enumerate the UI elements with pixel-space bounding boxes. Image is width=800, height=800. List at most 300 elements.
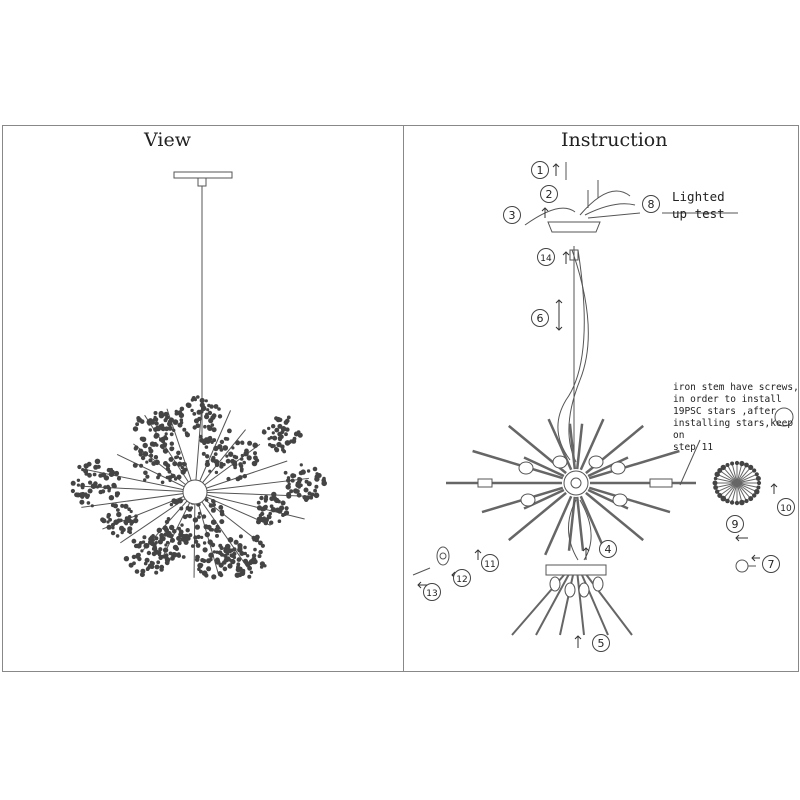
- view-crystal-bead: [109, 471, 115, 477]
- view-crystal-bead: [135, 569, 140, 574]
- view-crystal-bead: [152, 545, 157, 550]
- view-crystal-bead: [151, 534, 155, 538]
- view-crystal-bead: [200, 398, 205, 403]
- view-crystal-bead: [215, 534, 219, 538]
- view-crystal-bead: [154, 571, 158, 575]
- view-crystal-bead: [86, 494, 90, 498]
- arrow-step-2: [542, 208, 548, 218]
- view-crystal-bead: [250, 571, 253, 574]
- instr-star-bead: [744, 499, 748, 503]
- view-crystal-bead: [77, 479, 80, 482]
- view-crystal-bead: [222, 463, 225, 466]
- view-crystal-bead: [252, 443, 258, 449]
- view-crystal-bead: [200, 536, 203, 539]
- view-crystal-bead: [183, 515, 188, 520]
- view-stem: [194, 492, 195, 578]
- view-crystal-bead: [170, 458, 174, 462]
- view-crystal-bead: [322, 477, 326, 481]
- view-crystal-bead: [124, 556, 129, 561]
- view-crystal-bead: [274, 498, 279, 503]
- view-crystal-bead: [282, 450, 286, 454]
- view-crystal-bead: [134, 514, 138, 518]
- view-crystal-bead: [172, 474, 176, 478]
- view-crystal-bead: [135, 422, 139, 426]
- view-crystal-bead: [100, 517, 105, 522]
- view-crystal-bead: [206, 408, 209, 411]
- note-line-3: 19PSC stars ,after: [673, 406, 776, 417]
- view-crystal-bead: [243, 451, 248, 456]
- view-crystal-bead: [204, 414, 209, 419]
- view-crystal-bead: [196, 423, 201, 428]
- view-crystal-bead: [284, 432, 288, 436]
- view-crystal-bead: [172, 461, 177, 466]
- view-crystal-bead: [157, 528, 162, 533]
- view-crystal-bead: [268, 443, 272, 447]
- instr-bulb-socket: [589, 456, 603, 468]
- view-crystal-bead: [158, 539, 163, 544]
- instr-lower-bulb: [579, 583, 589, 597]
- view-crystal-bead: [276, 442, 281, 447]
- instr-bulb-socket: [521, 494, 535, 506]
- view-crystal-bead: [197, 515, 201, 519]
- view-crystal-bead: [149, 454, 153, 458]
- view-crystal-bead: [143, 443, 148, 448]
- view-crystal-bead: [258, 541, 263, 546]
- view-crystal-bead: [154, 421, 158, 425]
- view-crystal-bead: [132, 539, 137, 544]
- view-crystal-bead: [197, 563, 203, 569]
- view-crystal-bead: [269, 521, 273, 525]
- view-crystal-bead: [111, 531, 115, 535]
- view-crystal-bead: [191, 544, 195, 548]
- view-crystal-bead: [142, 535, 146, 539]
- view-crystal-bead: [220, 440, 224, 444]
- step-number: 4: [604, 543, 612, 556]
- view-crystal-bead: [132, 561, 136, 565]
- view-crystal-bead: [272, 436, 277, 441]
- view-crystal-bead: [182, 428, 186, 432]
- instruction-title: Instruction: [561, 129, 668, 151]
- view-crystal-bead: [253, 548, 257, 552]
- view-crystal-bead: [181, 537, 186, 542]
- view-crystal-bead: [145, 461, 148, 464]
- view-crystal-bead: [200, 403, 205, 408]
- view-crystal-bead: [211, 508, 216, 513]
- view-crystal-bead: [240, 457, 244, 461]
- view-crystal-bead: [195, 525, 200, 530]
- view-crystal-bead: [285, 428, 289, 432]
- view-crystal-bead: [270, 436, 273, 439]
- view-crystal-bead: [247, 455, 252, 460]
- view-crystal-bead: [185, 432, 190, 437]
- view-crystal-bead: [88, 481, 92, 485]
- view-crystal-bead: [134, 446, 138, 450]
- view-crystal-bead: [173, 545, 178, 550]
- view-crystal-bead: [148, 539, 154, 545]
- view-crystal-bead: [151, 461, 156, 466]
- instr-star-bead: [721, 465, 726, 470]
- view-crystal-bead: [305, 480, 309, 484]
- view-crystal-bead: [211, 543, 216, 548]
- instr-washer-hole: [440, 553, 446, 559]
- view-crystal-bead: [298, 477, 303, 482]
- view-crystal-bead: [258, 550, 262, 554]
- view-crystal-bead: [116, 508, 120, 512]
- view-crystal-bead: [238, 462, 242, 466]
- view-crystal-bead: [267, 427, 270, 430]
- view-crystal-bead: [140, 572, 145, 577]
- instr-lower-stems: [512, 575, 632, 635]
- view-crystal-bead: [141, 437, 146, 442]
- view-crystal-bead: [178, 423, 183, 428]
- view-crystal-bead: [286, 494, 291, 499]
- view-crystal-bead: [247, 575, 251, 579]
- view-crystal-bead: [170, 503, 173, 506]
- view-crystal-bead: [95, 459, 101, 465]
- view-crystal-bead: [258, 554, 262, 558]
- view-crystal-bead: [243, 546, 247, 550]
- view-crystal-bead: [186, 528, 190, 532]
- view-crystal-bead: [205, 498, 208, 501]
- view-crystal-bead: [226, 459, 231, 464]
- view-crystal-bead: [220, 512, 225, 517]
- instr-hub: [564, 471, 588, 495]
- view-crystal-bead: [165, 437, 169, 441]
- view-crystal-bead: [71, 481, 76, 486]
- view-crystal-bead: [186, 507, 190, 511]
- view-crystal-bead: [211, 499, 215, 503]
- view-crystal-bead: [133, 518, 138, 523]
- view-crystal-bead: [206, 558, 211, 563]
- view-crystal-bead: [133, 463, 138, 468]
- assembly-note: [673, 382, 800, 454]
- view-crystal-bead: [137, 557, 141, 561]
- view-crystal-bead: [292, 474, 296, 478]
- step-number: 11: [484, 560, 496, 570]
- step-number: 5: [597, 637, 605, 650]
- view-crystal-bead: [148, 449, 153, 454]
- view-crystal-bead: [155, 433, 159, 437]
- arrow-step-7: [752, 555, 760, 561]
- view-crystal-bead: [165, 432, 168, 435]
- view-crystal-bead: [121, 528, 126, 533]
- view-crystal-bead: [174, 499, 179, 504]
- note-line-5: step 11: [673, 442, 714, 453]
- view-crystal-bead: [263, 516, 266, 519]
- view-crystal-bead: [143, 478, 146, 481]
- instr-wire-4: [588, 213, 640, 218]
- view-crystal-bead: [136, 553, 141, 558]
- view-crystal-bead: [80, 492, 86, 498]
- view-crystal-bead: [293, 488, 298, 493]
- view-crystal-bead: [170, 538, 175, 543]
- view-crystal-bead: [109, 495, 114, 500]
- view-crystal-bead: [87, 473, 92, 478]
- view-crystal-bead: [147, 551, 151, 555]
- view-crystal-bead: [181, 469, 186, 474]
- view-chandelier-illustration: [71, 172, 327, 580]
- instr-bulb-socket: [553, 456, 567, 468]
- view-crystal-bead: [234, 540, 239, 545]
- lighted-label-line1: Lighted: [672, 189, 725, 204]
- view-crystal-bead: [218, 571, 223, 576]
- view-crystal-bead: [180, 418, 184, 422]
- view-crystal-bead: [227, 429, 232, 434]
- view-crystal-bead: [83, 469, 88, 474]
- view-crystal-bead: [225, 556, 230, 561]
- view-crystal-bead: [208, 553, 214, 559]
- instr-stem-end-right: [650, 479, 672, 487]
- view-crystal-bead: [240, 441, 244, 445]
- view-stem: [195, 492, 310, 496]
- view-crystal-bead: [127, 530, 131, 534]
- view-crystal-bead: [274, 448, 279, 453]
- view-crystal-bead: [228, 537, 234, 543]
- instr-bulb-part: [736, 560, 748, 572]
- instr-stem: [577, 424, 582, 469]
- step-number: 2: [545, 188, 553, 201]
- view-crystal-bead: [307, 469, 310, 472]
- view-crystal-bead: [120, 504, 124, 508]
- instr-stem-end-left: [478, 479, 492, 487]
- view-crystal-bead: [305, 495, 310, 500]
- view-crystal-bead: [195, 555, 200, 560]
- view-crystal-bead: [246, 554, 249, 557]
- view-crystal-bead: [272, 444, 275, 447]
- view-crystal-bead: [315, 474, 320, 479]
- view-crystal-bead: [116, 512, 121, 517]
- view-crystal-bead: [91, 483, 97, 489]
- view-crystal-bead: [298, 433, 303, 438]
- step-number: 8: [647, 198, 655, 211]
- instr-star-bead: [730, 462, 734, 466]
- view-crystal-bead: [253, 451, 257, 455]
- view-crystal-bead: [219, 519, 224, 524]
- step-number: 12: [456, 575, 468, 585]
- view-crystal-bead: [153, 418, 157, 422]
- view-crystal-bead: [215, 463, 220, 468]
- view-crystal-bead: [297, 493, 302, 498]
- view-crystal-bead: [190, 409, 193, 412]
- view-crystal-bead: [87, 462, 92, 467]
- view-crystal-bead: [193, 517, 198, 522]
- view-crystal-bead: [196, 543, 201, 548]
- instr-bulb-socket: [611, 462, 625, 474]
- view-crystal-bead: [278, 519, 282, 523]
- view-crystal-bead: [260, 507, 264, 511]
- view-crystal-bead: [204, 573, 208, 577]
- instr-star-bead: [713, 481, 718, 486]
- view-crystal-bead: [253, 455, 258, 460]
- view-crystal-bead: [209, 404, 213, 408]
- view-canopy: [174, 172, 232, 178]
- step-number: 14: [540, 254, 552, 264]
- view-crystal-bead: [155, 541, 158, 544]
- view-crystal-bead: [166, 467, 170, 471]
- view-crystal-bead: [97, 465, 101, 469]
- instr-wire-3: [585, 204, 635, 215]
- view-crystal-bead: [149, 428, 152, 431]
- view-crystal-bead: [223, 567, 228, 572]
- view-crystal-bead: [207, 425, 213, 431]
- view-crystal-bead: [205, 462, 210, 467]
- instr-lower-bulb: [550, 577, 560, 591]
- view-crystal-bead: [223, 445, 229, 451]
- view-crystal-bead: [242, 461, 246, 465]
- instr-lower-bulb: [593, 577, 603, 591]
- view-crystal-bead: [206, 566, 211, 571]
- step-number: 3: [508, 209, 516, 222]
- view-crystal-bead: [230, 549, 234, 553]
- view-crystal-bead: [205, 454, 209, 458]
- instr-washer-part: [437, 547, 449, 565]
- view-crystal-bead: [173, 419, 179, 425]
- view-crystal-bead: [140, 549, 143, 552]
- view-crystal-bead: [263, 564, 266, 567]
- view-crystal-bead: [203, 541, 206, 544]
- view-crystal-bead: [172, 429, 175, 432]
- step-number: 13: [426, 589, 438, 599]
- view-crystal-bead: [225, 455, 228, 458]
- view-crystal-bead: [260, 512, 264, 516]
- view-crystal-bead: [296, 482, 299, 485]
- view-crystal-bead: [199, 435, 203, 439]
- view-crystal-bead: [103, 485, 107, 489]
- view-crystal-bead: [127, 518, 132, 523]
- view-crystal-bead: [314, 485, 318, 489]
- view-crystal-bead: [202, 514, 206, 518]
- instr-star-bead: [739, 500, 745, 506]
- instr-star-bead: [717, 493, 722, 498]
- view-crystal-bead: [134, 544, 138, 548]
- view-crystal-bead: [271, 424, 275, 428]
- view-crystal-bead: [311, 493, 315, 497]
- view-crystal-bead: [256, 519, 261, 524]
- arrow-step-11: [475, 550, 481, 560]
- step-number: 10: [780, 504, 792, 514]
- view-crystal-bead: [285, 440, 291, 446]
- view-crystal-bead: [153, 427, 158, 432]
- arrow-step-5: [575, 636, 581, 648]
- view-crystal-bead: [167, 517, 171, 521]
- instr-lower-socket-ring: [546, 565, 606, 575]
- view-crystal-bead: [241, 454, 244, 457]
- view-crystal-bead: [194, 398, 197, 401]
- view-crystal-bead: [164, 553, 168, 557]
- view-canopy-cap: [198, 178, 206, 186]
- view-crystal-bead: [88, 489, 93, 494]
- view-crystal-bead: [214, 452, 218, 456]
- view-crystal-bead: [207, 525, 212, 530]
- view-crystal-bead: [321, 481, 327, 487]
- view-crystal-bead: [214, 404, 219, 409]
- view-crystal-bead: [279, 505, 284, 510]
- instr-star-bead: [735, 461, 739, 465]
- instr-lower-bulb: [565, 583, 575, 597]
- view-crystal-bead: [200, 558, 204, 562]
- view-crystal-bead: [160, 424, 164, 428]
- view-crystal-bead: [285, 506, 289, 510]
- view-crystal-bead: [161, 446, 164, 449]
- instr-canopy-plate: [548, 222, 600, 232]
- view-crystal-bead: [211, 574, 216, 579]
- instr-star-bead: [757, 481, 761, 485]
- view-crystal-bead: [237, 567, 242, 572]
- view-crystal-bead: [161, 439, 165, 443]
- instr-stem: [473, 451, 563, 478]
- instr-stem: [589, 488, 670, 512]
- view-crystal-bead: [203, 425, 207, 429]
- lighted-label-line2: up test: [672, 206, 725, 221]
- instr-star-bead: [748, 496, 753, 501]
- view-crystal-bead: [170, 432, 174, 436]
- view-crystal-bead: [239, 534, 243, 538]
- arrow-step-14: [563, 252, 569, 264]
- view-crystal-bead: [237, 557, 242, 562]
- view-crystal-bead: [143, 543, 149, 549]
- view-crystal-bead: [205, 532, 210, 537]
- view-crystal-bead: [154, 536, 158, 540]
- view-crystal-bead: [177, 552, 181, 556]
- view-crystal-bead: [158, 553, 161, 556]
- view-crystal-bead: [196, 395, 200, 399]
- instr-star-bead: [756, 486, 760, 490]
- view-crystal-bead: [218, 414, 222, 418]
- view-crystal-bead: [293, 437, 297, 441]
- instr-star-bead: [739, 461, 744, 466]
- view-crystal-bead: [202, 452, 206, 456]
- view-crystal-bead: [156, 560, 160, 564]
- view-crystal-bead: [199, 570, 203, 574]
- view-crystal-bead: [180, 523, 183, 526]
- view-crystal-bead: [286, 478, 291, 483]
- view-crystal-bead: [172, 529, 177, 534]
- view-title: View: [144, 129, 191, 151]
- view-crystal-bead: [314, 493, 320, 499]
- view-crystal-bead: [179, 507, 183, 511]
- view-crystal-bead: [281, 513, 285, 517]
- instr-star-bead: [715, 490, 719, 494]
- view-crystal-bead: [93, 473, 97, 477]
- view-crystal-bead: [229, 452, 234, 457]
- view-crystal-bead: [116, 534, 120, 538]
- view-crystal-bead: [87, 501, 91, 505]
- view-crystal-bead: [177, 475, 182, 480]
- view-crystal-bead: [159, 565, 164, 570]
- view-crystal-bead: [209, 436, 212, 439]
- view-crystal-bead: [251, 560, 255, 564]
- view-crystal-bead: [203, 547, 208, 552]
- view-crystal-bead: [77, 484, 80, 487]
- view-crystal-bead: [243, 474, 247, 478]
- view-crystal-bead: [182, 555, 186, 559]
- view-crystal-bead: [139, 541, 143, 545]
- view-center-hub: [183, 480, 207, 504]
- view-crystal-bead: [156, 476, 160, 480]
- view-crystal-bead: [176, 455, 180, 459]
- view-crystal-bead: [215, 471, 218, 474]
- view-crystal-bead: [212, 413, 217, 418]
- view-crystal-bead: [264, 499, 268, 503]
- view-crystal-bead: [300, 463, 303, 466]
- instr-star-bead: [714, 477, 718, 481]
- view-crystal-bead: [213, 550, 216, 553]
- view-crystal-bead: [262, 430, 267, 435]
- view-crystal-bead: [148, 458, 152, 462]
- view-crystal-bead: [163, 547, 168, 552]
- note-line-2: in order to install: [673, 394, 782, 405]
- instr-star-bead: [748, 465, 753, 470]
